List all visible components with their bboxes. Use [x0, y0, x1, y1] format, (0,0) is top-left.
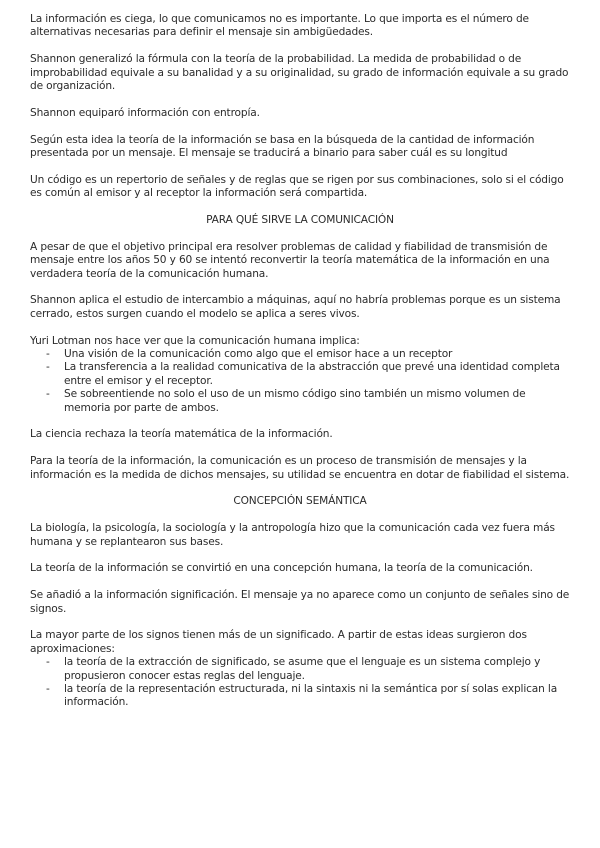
section-heading-semantic-conception: CONCEPCIÓN SEMÁNTICA: [233, 495, 367, 508]
paragraph-transmission-process: Para la teoría de la información, la comunicación es un proceso de transmisión de mensajes y la información es la medida de dichos mensajes, su utilidad se encuentra en dotar de fiabilidad el sistema.: [30, 455, 570, 481]
paragraph-shannon-probability: Shannon generalizó la fórmula con la teoría de la probabilidad. La medida de probabilidad o de improbabilidad equivale a su banalidad y a su originalidad, su grado de información equivale a su grado de organización.: [30, 53, 569, 93]
paragraph-lotman-intro: Yuri Lotman nos hace ver que la comunicación humana implica:: [30, 334, 360, 347]
list-item: - la teoría de la representación estructurada, ni la sintaxis ni la semántica por sí solas explican la información.: [46, 683, 558, 709]
paragraph-human-conception: La teoría de la información se convirtió en una concepción humana, la teoría de la comunicación.: [30, 562, 533, 575]
list-item: - Una visión de la comunicación como algo que el emisor hace a un receptor: [46, 348, 453, 361]
paragraph-approaches-intro: La mayor parte de los signos tienen más de un significado. A partir de estas ideas surgieron dos aproximaciones:: [30, 629, 527, 655]
paragraph-information-quantity: Según esta idea la teoría de la información se basa en la búsqueda de la cantidad de información presentada por un mensaje. El mensaje se traducirá a binario para saber cuál es su longitud: [30, 133, 535, 160]
paragraph-objective: A pesar de que el objetivo principal era resolver problemas de calidad y fiabilidad de transmisión de mensaje entre los años 50 y 60 se intentó reconvertir la teoría matemática de la información en una verdadera teoría de la comunicación humana.: [30, 240, 550, 280]
bullet-dash: -: [46, 683, 50, 696]
paragraph-code-definition: Un código es un repertorio de señales y de reglas que se rigen por sus combinaciones, solo si el código es común al emisor y al receptor la información será compartida.: [30, 173, 564, 200]
bullet-dash: -: [46, 361, 50, 374]
paragraph-disciplines: La biología, la psicología, la sociología y la antropología hizo que la comunicación cada vez fuera más humana y se replantearon sus bases.: [30, 522, 555, 548]
list-item: - La transferencia a la realidad comunicativa de la abstracción que prevé una identidad completa entre el emisor y el receptor.: [46, 361, 560, 387]
bullet-dash: -: [46, 656, 50, 669]
lotman-list: [30, 348, 570, 415]
paragraph-information-blind: La información es ciega, lo que comunicamos no es importante. Lo que importa es el número de alternativas necesarias para definir el mensaje sin ambigüedades.: [30, 13, 529, 39]
section-heading-communication-purpose: PARA QUÉ SIRVE LA COMUNICACIÓN: [206, 214, 394, 227]
paragraph-shannon-machines: Shannon aplica el estudio de intercambio a máquinas, aquí no habría problemas porque es un sistema cerrado, estos surgen cuando el modelo se aplica a seres vivos.: [30, 294, 561, 320]
bullet-dash: -: [46, 348, 50, 361]
list-item: - la teoría de la extracción de significado, se asume que el lenguaje es un sistema complejo y propusieron conocer estas reglas del lenguaje.: [46, 656, 541, 682]
paragraph-shannon-entropy: Shannon equiparó información con entropía.: [30, 106, 260, 119]
paragraph-science-rejects: La ciencia rechaza la teoría matemática de la información.: [30, 428, 333, 441]
bullet-dash: -: [46, 388, 50, 401]
approaches-list: [30, 656, 570, 710]
paragraph-signification: Se añadió a la información significación. El mensaje ya no aparece como un conjunto de señales sino de signos.: [30, 589, 570, 615]
list-item: - Se sobreentiende no solo el uso de un mismo código sino también un mismo volumen de memoria por parte de ambos.: [46, 388, 526, 414]
